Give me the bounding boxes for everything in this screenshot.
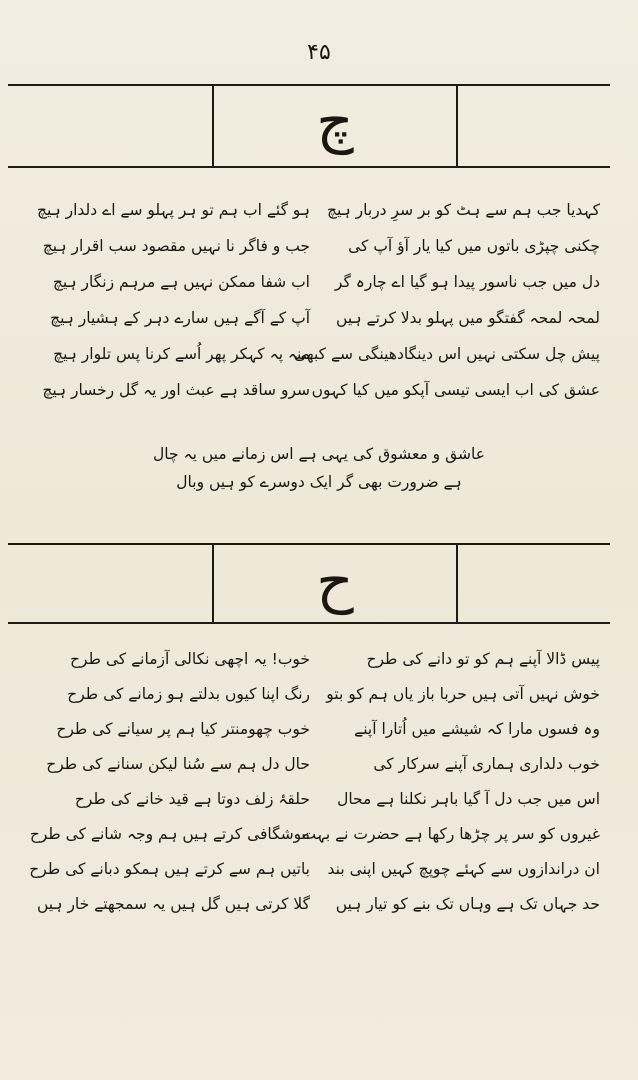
verse-line: خوب چھومنتر کیا ہم پر سیانے کی طرح bbox=[56, 720, 310, 738]
verse-line: پیس ڈالا آپنے ہم کو تو دانے کی طرح bbox=[366, 650, 600, 668]
verse-line: عشق کی اب ایسی تیسی آپکو میں کیا کہوں bbox=[311, 381, 600, 399]
verse-line: غیروں کو سر پر چڑھا رکھا ہے حضرت نے بہت bbox=[301, 825, 600, 843]
verse-line: دل میں جب ناسور پیدا ہو گیا اے چارہ گر bbox=[334, 273, 600, 291]
verse-line: خوب! یہ اچھی نکالی آزمانے کی طرح bbox=[70, 650, 310, 668]
verse-line: گلا کرتی ہیں گل ہیں یہ سمجھتے خار ہیں bbox=[36, 895, 310, 913]
verse-line: خوش نہیں آتی ہیں حربا باز یاں ہم کو بتو bbox=[326, 685, 600, 703]
rule-bottom-2 bbox=[8, 622, 610, 624]
rule-top-1 bbox=[8, 84, 610, 86]
rule-top-2 bbox=[8, 543, 610, 545]
verse-line: رنگ اپنا کیوں بدلتے ہو زمانے کی طرح bbox=[67, 685, 310, 703]
rule-bottom-1 bbox=[8, 166, 610, 168]
verse-line: خوب دلداری ہماری آپنے سرکار کی bbox=[373, 755, 600, 773]
section-heading-che: چ bbox=[316, 87, 354, 155]
verse-line: حد جہاں تک ہے وہاں تک بنے کو تیار ہیں bbox=[335, 895, 600, 913]
verse-line: اب شفا ممکن نہیں ہے مرہم زنگار ہیچ bbox=[52, 273, 310, 291]
section2-right-column bbox=[301, 642, 600, 922]
verse-line: آپ کے آگے ہیں سارے دہر کے ہشیار ہیچ bbox=[50, 309, 310, 327]
verse-line: اس میں جب دل آ گیا باہر نکلنا ہے محال bbox=[337, 790, 600, 808]
section1-right-column bbox=[293, 192, 600, 408]
verse-line: موشگافی کرتے ہیں ہم وجہ شانے کی طرح bbox=[29, 825, 310, 843]
section1-left-column bbox=[20, 192, 310, 408]
couplet-line: عاشق و معشوق کی یہی ہے اس زمانے میں یہ چال bbox=[153, 445, 485, 463]
verse-line: لمحہ لمحہ گفتگو میں پہلو بدلا کرتے ہیں bbox=[336, 309, 600, 327]
verse-line: کہدیا جب ہم سے ہٹ کو بر سرِ دربار ہیچ bbox=[326, 201, 600, 219]
verse-line: چکنی چپڑی باتوں میں کیا یار آؤ آپ کی bbox=[348, 237, 600, 255]
page-number: ۴۵ bbox=[307, 40, 331, 65]
verse-line: سرو ساقد ہے عبث اور یہ گل رخسار ہیچ bbox=[42, 381, 310, 399]
section1-couplet bbox=[0, 440, 638, 496]
section2-left-column bbox=[20, 642, 310, 922]
section-heading-hay: ح bbox=[316, 547, 354, 615]
verse-line: منہ پہ کہکر پھر اُسے کرنا پس تلوار ہیچ bbox=[53, 345, 310, 363]
verse-line: باتیں ہم سے کرتے ہیں ہمکو دبانے کی طرح bbox=[29, 860, 310, 878]
verse-line: ہو گئے اب ہم تو ہر پہلو سے اے دلدار ہیچ bbox=[36, 201, 310, 219]
verse-line: پیش چل سکتی نہیں اس دینگادھینگی سے کبھی bbox=[293, 345, 600, 363]
verse-line: ان دراندازوں سے کہئے چوپچ کہیں اپنی بند bbox=[327, 860, 600, 878]
couplet-line: ہے ضرورت بھی گر ایک دوسرے کو ہیں وبال bbox=[176, 473, 462, 491]
verse-line: وہ فسوں مارا کہ شیشے میں اُتارا آپنے bbox=[354, 720, 600, 738]
verse-line: حلقۂ زلف دوتا ہے قید خانے کی طرح bbox=[74, 790, 310, 808]
verse-line: جب و فاگر نا نہیں مقصود سب اقرار ہیچ bbox=[42, 237, 310, 255]
verse-line: حال دل ہم سے سُنا لیکن سنانے کی طرح bbox=[46, 755, 310, 773]
